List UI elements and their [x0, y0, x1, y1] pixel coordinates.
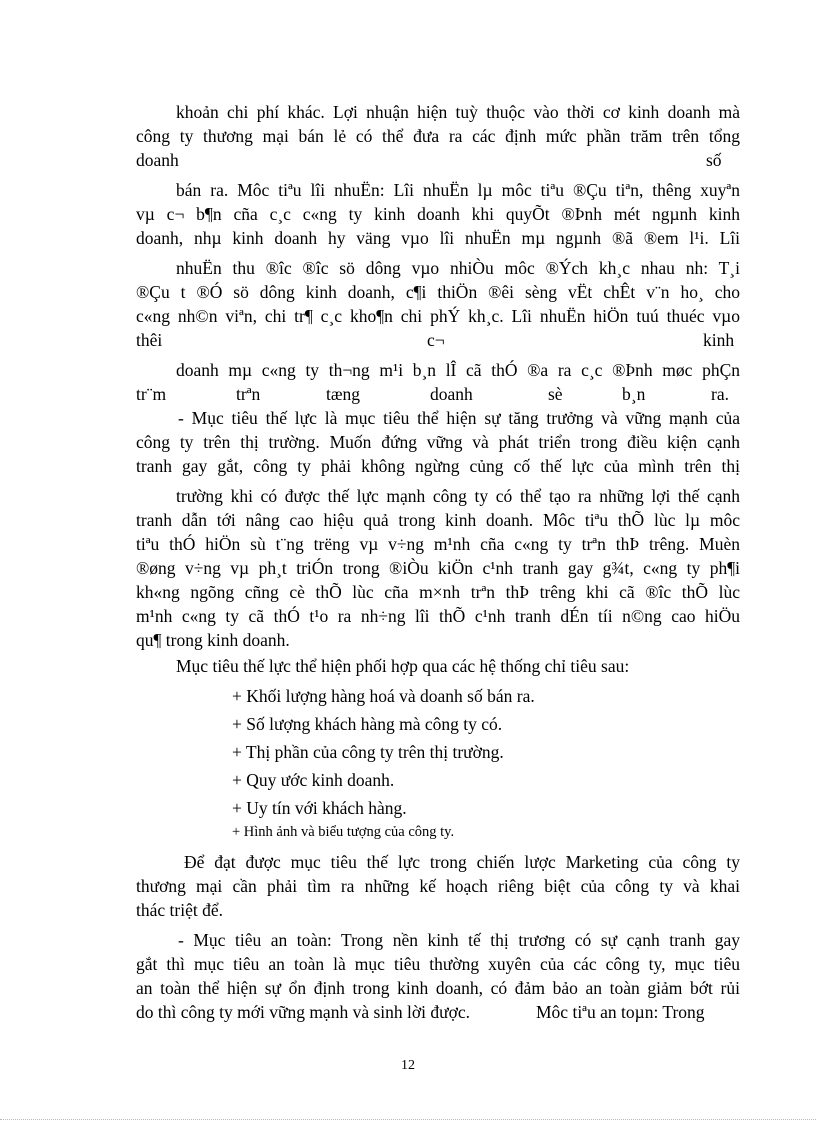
text-line: công ty thương mại bán lẻ có thể đưa ra các định mức phần trăm trên tổng: [136, 126, 740, 146]
text-line: ®øng v÷ng vµ ph¸t triÓn trong ®iÒu kiÖn c¹nh tranh gay g¾t, c«ng ty ph¶i: [136, 558, 740, 578]
text-line: c«ng nh©n viªn, chi tr¶ c¸c kho¶n chi phÝ kh¸c. Lîi nhuËn hiÖn tuú thuéc vµo: [136, 306, 740, 326]
text-line: bán ra. Môc tiªu lîi nhuËn: Lîi nhuËn lµ môc tiªu ®Çu tiªn, thêng xuyªn: [176, 180, 740, 200]
list-item: + Khối lượng hàng hoá và doanh số bán ra.: [232, 686, 535, 706]
text-line: ®Çu t ®Ó sö dông kinh doanh, c¶i thiÖn ®êi sèng vËt chÊt v¨n ho¸ cho: [136, 282, 740, 302]
text-line: - Mục tiêu an toàn: Trong nền kinh tế thị trương có sự cạnh tranh gay: [178, 930, 740, 950]
text-line: kh«ng ngõng cñng cè thÕ lùc cña m×nh trªn thÞ trêng khi cã ®îc thÕ lùc: [136, 582, 740, 602]
text-line: doanh: [136, 150, 179, 170]
list-item: + Thị phần của công ty trên thị trường.: [232, 742, 504, 762]
text-line: nhuËn thu ®îc ®îc sö dông vµo nhiÒu môc ®Ých kh¸c nhau nh: T¸i: [176, 258, 740, 278]
text-line: doanh mµ c«ng ty th¬ng m¹i b¸n lÎ cã thÓ ®a ra c¸c ®Þnh møc phÇn: [176, 360, 740, 380]
text-line: thêi: [136, 330, 163, 350]
text-line: c¬: [427, 330, 445, 350]
text-line: qu¶ trong kinh doanh.: [136, 630, 290, 650]
text-line: công ty trên thị trường. Muốn đứng vững và phát triển trong điều kiện cạnh: [136, 432, 740, 452]
text-line: tranh dẫn tới nâng cao hiệu quả trong kinh doanh. Môc tiªu thÕ lùc lµ môc: [136, 510, 740, 530]
text-line: - Mục tiêu thế lực là mục tiêu thể hiện sự tăng trưởng và vững mạnh của: [178, 408, 740, 428]
text-line: do thì công ty mới vững mạnh và sinh lời được.: [136, 1002, 470, 1022]
text-line: gắt thì mục tiêu an toàn là mục tiêu thường xuyên của các công ty, mục tiêu: [136, 954, 740, 974]
text-line: tiªu thÓ hiÖn sù t¨ng trëng vµ v÷ng m¹nh cña c«ng ty trªn thÞ trêng. Muèn: [136, 534, 740, 554]
text-line: m¹nh c«ng ty cã thÓ t¹o ra nh÷ng lîi thÕ c¹nh tranh dÉn tíi n©ng cao hiÖu: [136, 606, 740, 626]
text-line: Để đạt được mục tiêu thế lực trong chiến lược Marketing của công ty: [184, 852, 740, 872]
list-item: + Số lượng khách hàng mà công ty có.: [232, 714, 503, 734]
page-bottom-divider: [0, 1119, 816, 1120]
text-line: vµ c¬ b¶n cña c¸c c«ng ty kinh doanh khi quyÕt ®Þnh mét ngµnh kinh: [136, 204, 740, 224]
text-line: tr¨m: [136, 384, 167, 404]
text-line: doanh, nhµ kinh doanh hy väng vµo lîi nhuËn mµ ngµnh ®ã ®em l¹i. Lîi: [136, 228, 740, 248]
list-item: + Quy ước kinh doanh.: [232, 770, 395, 790]
text-line: tæng: [326, 384, 361, 404]
text-line: tranh gay gắt, công ty phải không ngừng củng cố thế lực của mình trên thị: [136, 456, 740, 476]
page-number: 12: [401, 1058, 415, 1073]
text-line: Mục tiêu thế lực thể hiện phối hợp qua các hệ thống chỉ tiêu sau:: [176, 656, 630, 676]
text-line: trường khi có được thế lực mạnh công ty có thể tạo ra những lợi thế cạnh: [176, 486, 740, 506]
text-line: ra.: [711, 384, 729, 404]
text-line: thác triệt để.: [136, 900, 223, 920]
list-item: + Uy tín với khách hàng.: [232, 798, 407, 818]
text-line: doanh: [430, 384, 473, 404]
list-item: + Hình ảnh và biểu tượng của công ty.: [232, 824, 455, 840]
text-line: kinh: [703, 330, 735, 350]
text-line: Môc tiªu an toµn: Trong: [536, 1002, 705, 1022]
text-line: khoản chi phí khác. Lợi nhuận hiện tuỳ thuộc vào thời cơ kinh doanh mà: [176, 102, 740, 122]
text-line: an toàn thể hiện sự ổn định trong kinh doanh, có đảm bảo an toàn giảm bớt rủi: [136, 978, 740, 998]
text-line: thương mại cần phải tìm ra những kế hoạch riêng biệt của công ty và khai: [136, 876, 740, 896]
text-line: b¸n: [622, 384, 646, 404]
text-line: trªn: [236, 384, 261, 404]
text-line: sè: [548, 384, 563, 404]
text-line: số: [706, 150, 722, 170]
